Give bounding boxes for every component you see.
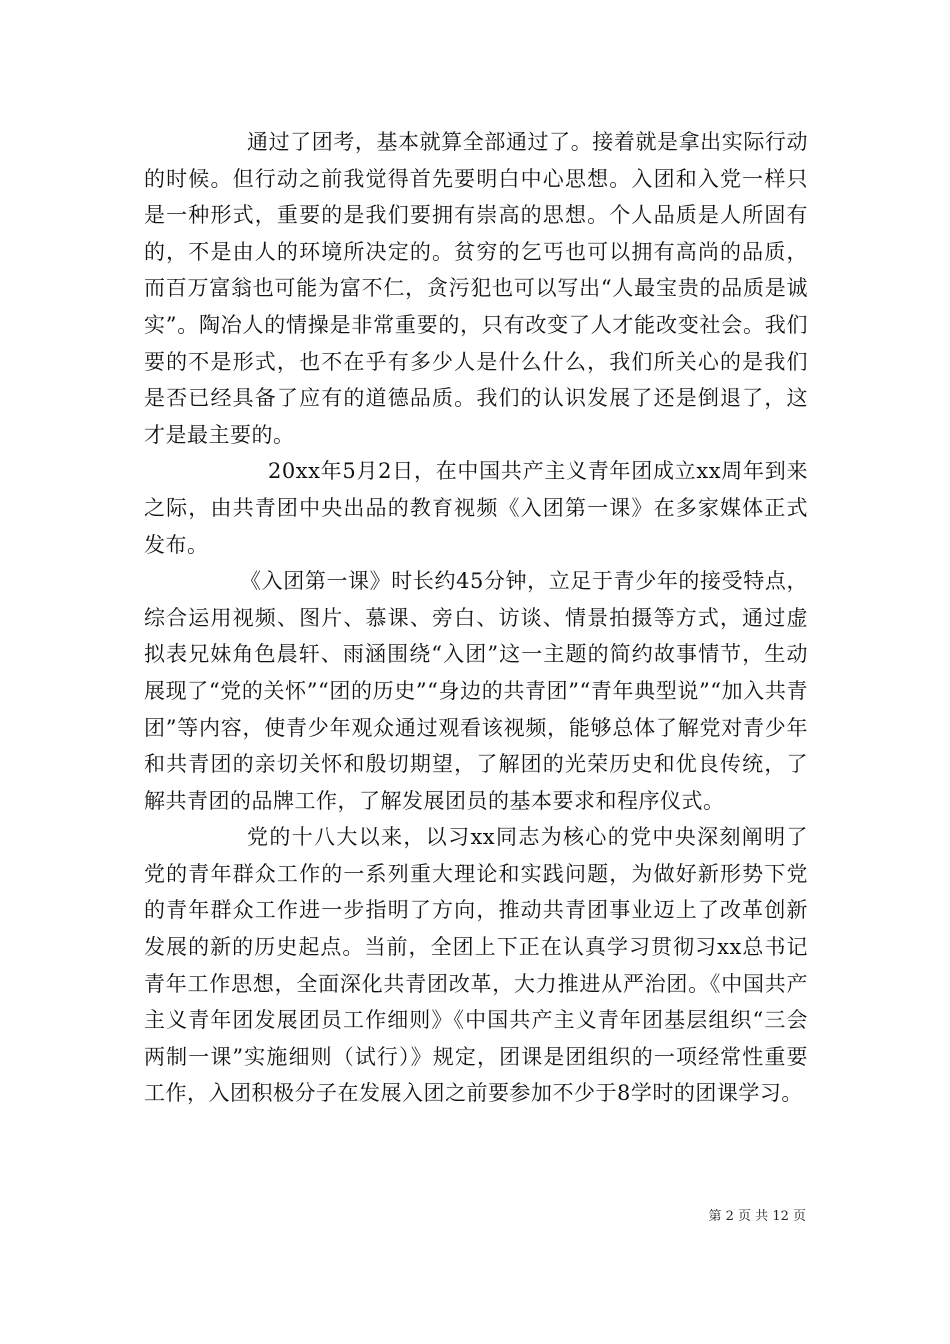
page-number-footer: 第 2 页 共 12 页 — [708, 1209, 806, 1224]
document-body — [144, 124, 808, 1112]
paragraph-3: 《入团第一课》时长约45分钟，立足于青少年的接受特点，综合运用视频、图片、慕课、旁白、访谈、情景拍摄等方式，通过虚拟表兄妹角色晨轩、雨涵围绕“入团”这一主题的简约故事情节，生动展现了“党的关怀”“团的历史”“身边的共青团”“青年典型说”“加入共青团”等内容，使青少年观众通过观看该视频，能够总体了解党对青少年和共青团的亲切关怀和殷切期望，了解团的光荣历史和优良传统，了解共青团的品牌工作，了解发展团员的基本要求和程序仪式。 — [144, 569, 808, 813]
paragraph-2: 20xx年5月2日，在中国共产主义青年团成立xx周年到来之际，由共青团中央出品的教育视频《入团第一课》在多家媒体正式发布。 — [144, 459, 808, 557]
paragraph-1: 通过了团考，基本就算全部通过了。接着就是拿出实际行动的时候。但行动之前我觉得首先要明白中心思想。入团和入党一样只是一种形式，重要的是我们要拥有崇高的思想。个人品质是人所固有的，不是由人的环境所决定的。贫穷的乞丐也可以拥有高尚的品质，而百万富翁也可能为富不仁，贪污犯也可以写出“人最宝贵的品质是诚实”。陶冶人的情操是非常重要的，只有改变了人才能改变社会。我们要的不是形式，也不在乎有多少人是什么什么，我们所关心的是我们是否已经具备了应有的道德品质。我们的认识发展了还是倒退了，这才是最主要的。 — [144, 130, 808, 447]
paragraph-4: 党的十八大以来，以习xx同志为核心的党中央深刻阐明了党的青年群众工作的一系列重大理论和实践问题，为做好新形势下党的青年群众工作进一步指明了方向，推动共青团事业迈上了改革创新发展的新的历史起点。当前，全团上下正在认真学习贯彻习xx总书记青年工作思想，全面深化共青团改革，大力推进从严治团。《中国共产主义青年团发展团员工作细则》《中国共产主义青年团基层组织“三会两制一课”实施细则（试行）》规定，团课是团组织的一项经常性重要工作，入团积极分子在发展入团之前要参加不少于8学时的团课学习。 — [144, 825, 808, 1106]
